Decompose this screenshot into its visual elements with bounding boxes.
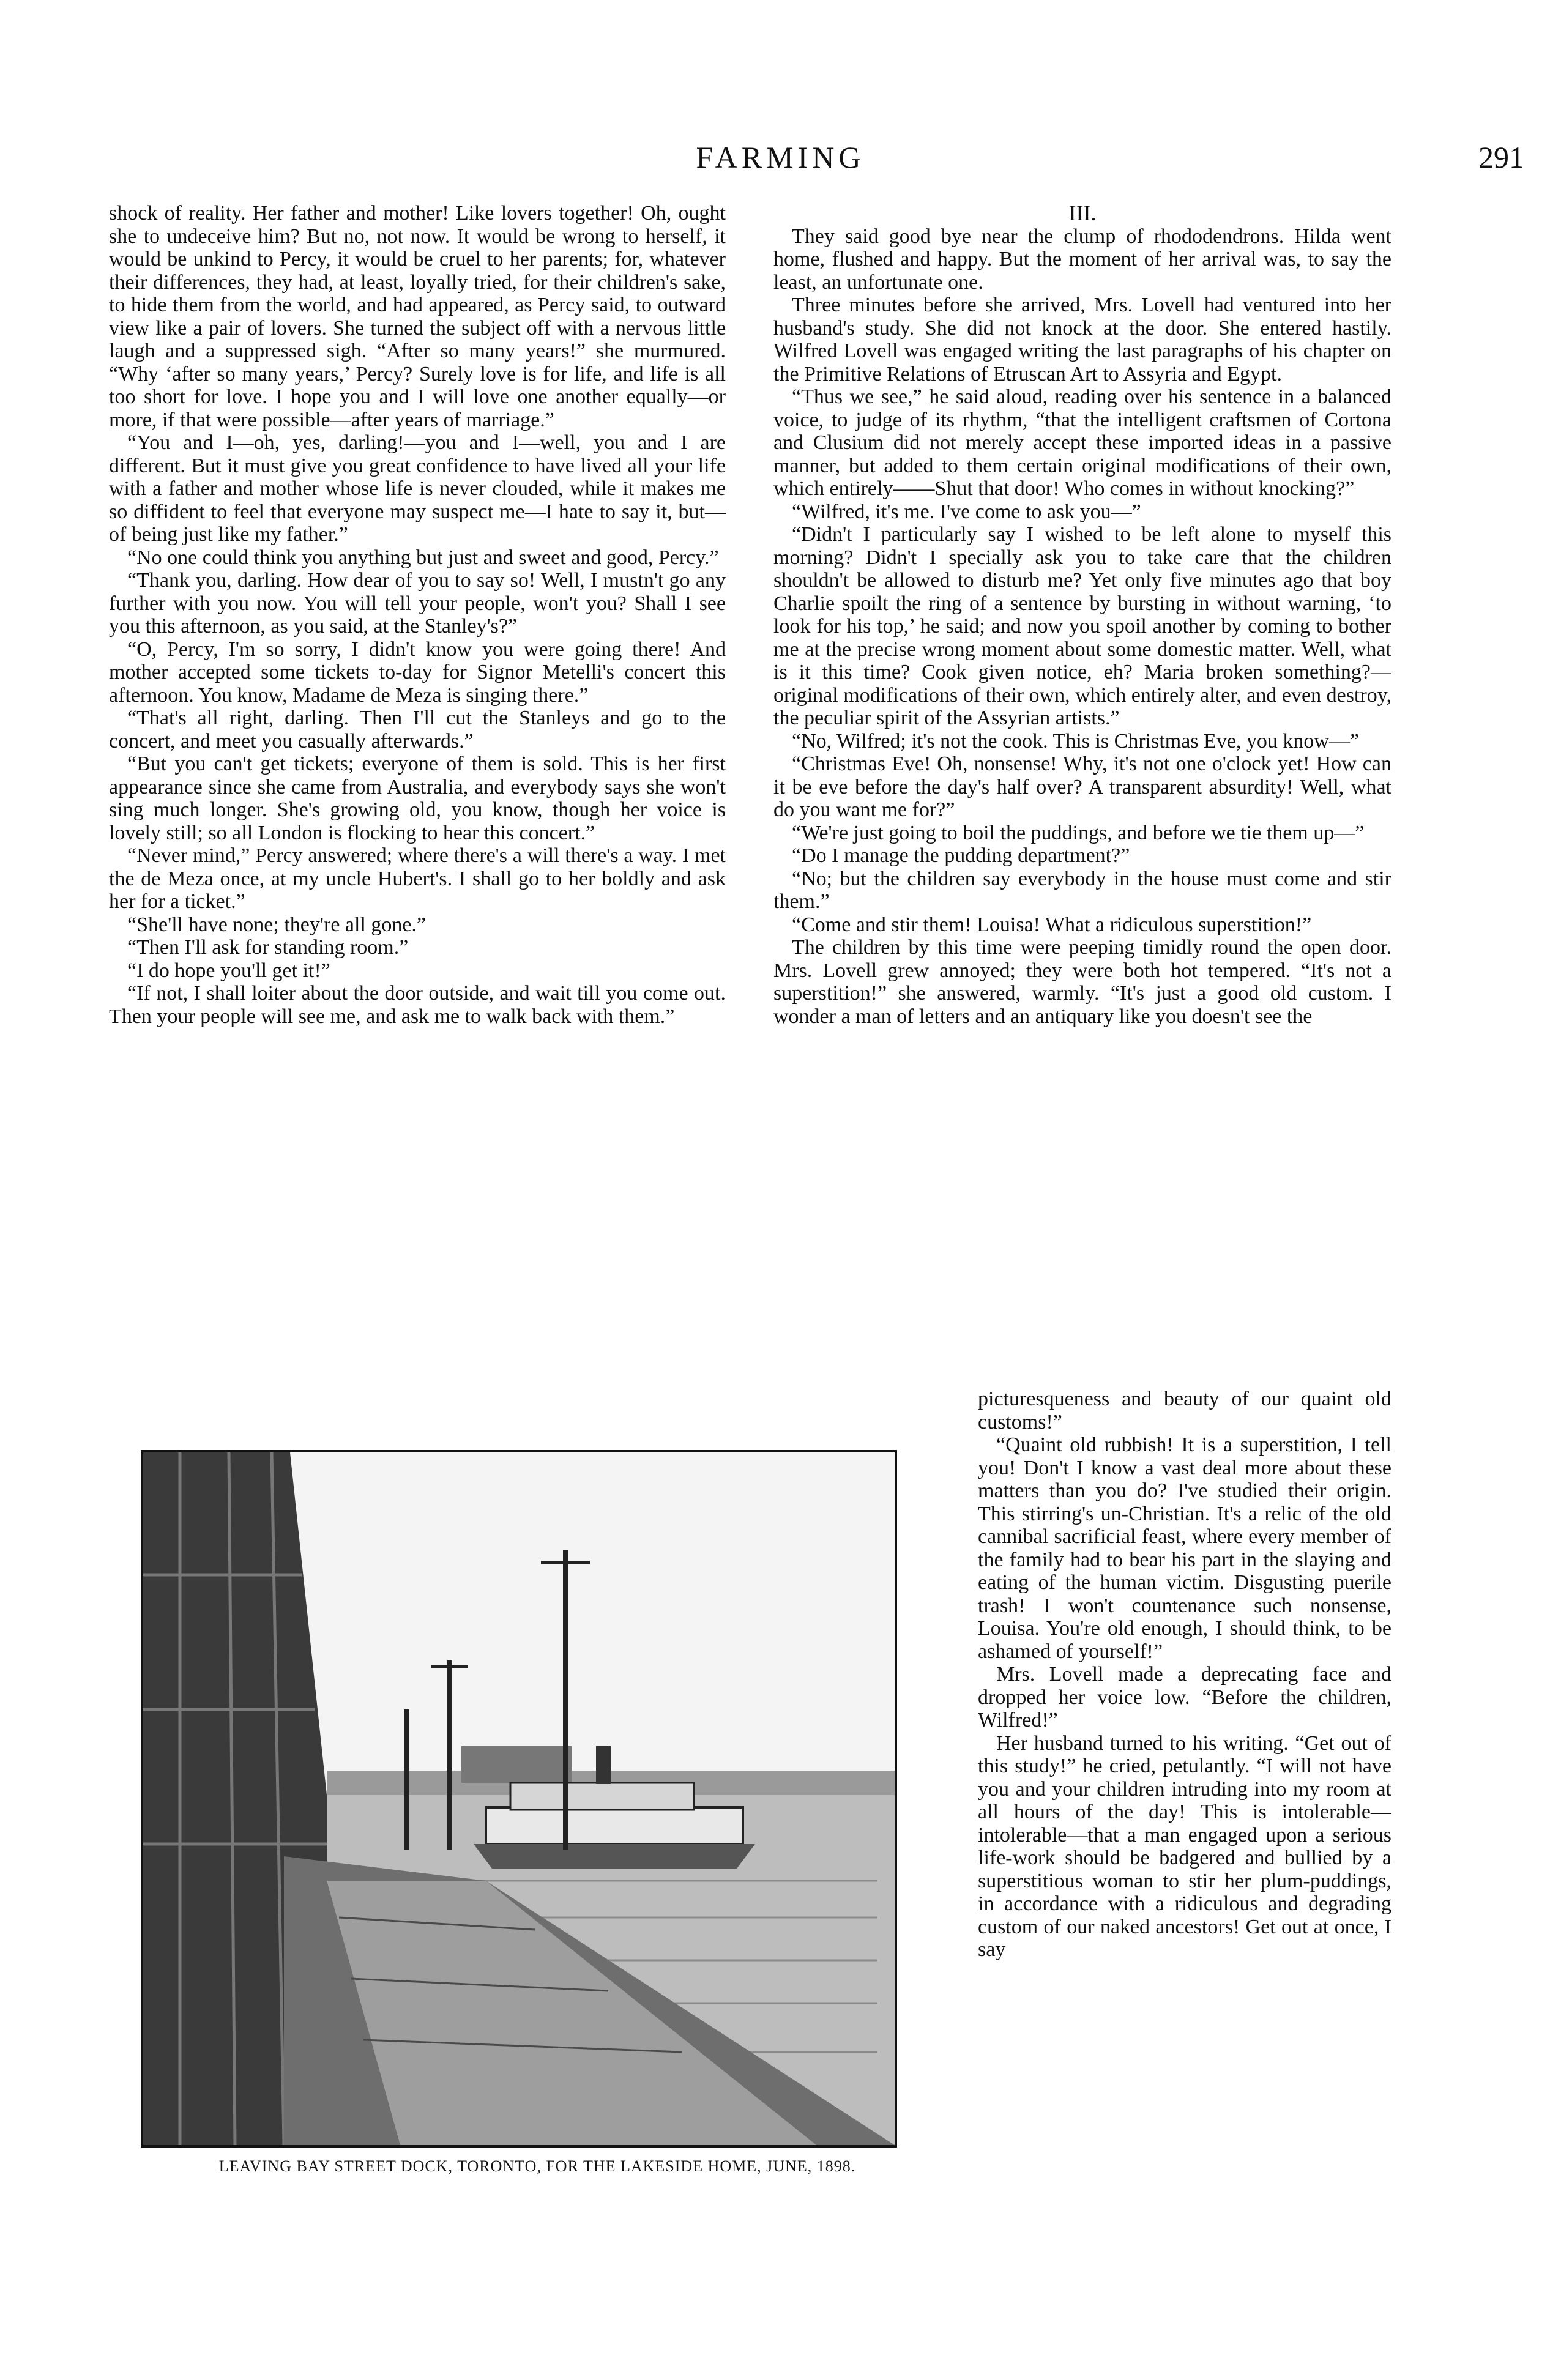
section-heading: III. (1068, 202, 1097, 225)
paragraph: The children by this time were peeping timidly round the open door. Mrs. Lovell grew annoyed; they were both hot tempered. “It's not a superstition!” she answered, warmly. “It's just a good old custom. I wonder a man of letters and an antiquary like you doesn't see the (773, 936, 1391, 1028)
running-header: FARMING (696, 140, 865, 174)
paragraph: picturesqueness and beauty of our quaint old customs!” (978, 1388, 1391, 1434)
page-number: 291 (1478, 140, 1524, 174)
paragraph: Her husband turned to his writing. “Get out of this study!” he cried, petulantly. “I will not have you and your children intruding into my room at all hours of the day! This is intolerable—intolerable—that a man engaged upon a serious life-work should be badgered and bullied by a superstitious woman to stir her plum-puddings, in accordance with a ridiculous and degrading custom of our naked ancestors! Get out at once, I say (978, 1731, 1391, 1961)
paragraph: “I do hope you'll get it!” (127, 959, 330, 982)
left-column (109, 202, 726, 1413)
paragraph: “No; but the children say everybody in the house must come and stir them.” (773, 867, 1391, 913)
dock-photo-illustration (143, 1452, 895, 2145)
paragraph: shock of reality. Her father and mother! Like lovers together! Oh, ought she to undeceive him? But no, not now. It would be wrong to herself, it would be unkind to Percy, it would be cruel to her parents; for, whatever their differences, they had, at least, loyally tried, for their children's sake, to hide them from the world, and had appeared, as Percy said, to outward view like a pair of lovers. She turned the subject off with a nervous little laugh and a suppressed sigh. “After so many years!” she murmured. “Why ‘after so many years,’ Percy? Surely love is for life, and life is all too short for love. I hope you and I will love one another equally—or more, if that were possible—after years of marriage.” (109, 202, 726, 431)
paragraph: “O, Percy, I'm so sorry, I didn't know you were going there! And mother accepted some tickets to-day for Signor Metelli's concert this afternoon. You know, Madame de Meza is singing there.” (109, 638, 726, 707)
paragraph: “You and I—oh, yes, darling!—you and I—well, you and I are different. But it must give you great confidence to have lived all your life with a father and mother whose life is never clouded, while it makes me so diffident to feel that everyone may suspect me—I hate to say it, but—of being just like my father.” (109, 431, 726, 546)
paragraph: “Wilfred, it's me. I've come to ask you—” (792, 500, 1141, 523)
paragraph: “Thus we see,” he said aloud, reading over his sentence in a balanced voice, to judge of its rhythm, “that the intelligent craftsmen of Cortona and Clusium did not merely accept these imported ideas in a passive manner, but added to them certain original modifications of their own, which entirely——Shut that door! Who comes in without knocking?” (773, 385, 1391, 500)
paragraph: “That's all right, darling. Then I'll cut the Stanleys and go to the concert, and meet you casually afterwards.” (109, 707, 726, 753)
paragraph: “No, Wilfred; it's not the cook. This is Christmas Eve, you know—” (792, 729, 1360, 753)
paragraph: “Didn't I particularly say I wished to be left alone to myself this morning? Didn't I specially ask you to take care that the children shouldn't be allowed to disturb me? Yet only five minutes ago that boy Charlie spoilt the ring of a sentence by bursting in without warning, ‘to look for his top,’ he said; and now you spoil another by coming to bother me at the precise wrong moment about some domestic matter. Well, what is it this time? Cook given notice, eh? Maria broken something?—original modifications of their own, which entirely alter, and even destroy, the peculiar spirit of the Assyrian artists.” (773, 523, 1391, 729)
right-column (773, 202, 1391, 1389)
paragraph: Three minutes before she arrived, Mrs. Lovell had ventured into her husband's study. She did not knock at the door. She entered hastily. Wilfred Lovell was engaged writing the last paragraphs of his chapter on the Primitive Relations of Etruscan Art to Assyria and Egypt. (773, 294, 1391, 385)
dock-photograph (141, 1450, 897, 2148)
paragraph: “She'll have none; they're all gone.” (127, 913, 427, 936)
paragraph: “Thank you, darling. How dear of you to say so! Well, I mustn't go any further with you now. You will tell your people, won't you? Shall I see you this afternoon, as you said, at the Stanley's?” (109, 569, 726, 638)
paragraph: “Do I manage the pudding department?” (792, 844, 1130, 867)
narrow-column (978, 1388, 1391, 2183)
paragraph: “Christmas Eve! Oh, nonsense! Why, it's not one o'clock yet! How can it be eve before the day's half over? A transparent absurdity! Well, what do you want me for?” (773, 753, 1391, 821)
paragraph: “No one could think you anything but just and sweet and good, Percy.” (127, 546, 719, 569)
paragraph: “But you can't get tickets; everyone of them is sold. This is her first appearance since she came from Australia, and everybody says she won't sing much longer. She's growing old, you know, though her voice is lovely still; so all London is flocking to hear this concert.” (109, 753, 726, 844)
paragraph: Mrs. Lovell made a deprecating face and dropped her voice low. “Before the children, Wilfred!” (978, 1663, 1391, 1731)
paragraph: “If not, I shall loiter about the door outside, and wait till you come out. Then your people will see me, and ask me to walk back with them.” (109, 982, 726, 1028)
paragraph: “Never mind,” Percy answered; where there's a will there's a way. I met the de Meza once, at my uncle Hubert's. I shall go to her boldly and ask her for a ticket.” (109, 844, 726, 913)
paragraph: “Quaint old rubbish! It is a superstition, I tell you! Don't I know a vast deal more about these matters than you do? I've studied their origin. This stirring's un-Christian. It's a relic of the old cannibal sacrificial feast, where every member of the family had to bear his part in the slaying and eating of the human victim. Disgusting puerile trash! I won't countenance such nonsense, Louisa. You're old enough, I should think, to be ashamed of yourself!” (978, 1434, 1391, 1663)
paragraph: “Then I'll ask for standing room.” (127, 936, 409, 959)
paragraph: “Come and stir them! Louisa! What a ridiculous superstition!” (792, 913, 1312, 936)
figure-caption: LEAVING BAY STREET DOCK, TORONTO, FOR THE LAKESIDE HOME, JUNE, 1898. (218, 2157, 856, 2175)
paragraph: They said good bye near the clump of rhododendrons. Hilda went home, flushed and happy. But the moment of her arrival was, to say the least, an unfortunate one. (773, 225, 1391, 294)
paragraph: “We're just going to boil the puddings, and before we tie them up—” (792, 821, 1365, 844)
